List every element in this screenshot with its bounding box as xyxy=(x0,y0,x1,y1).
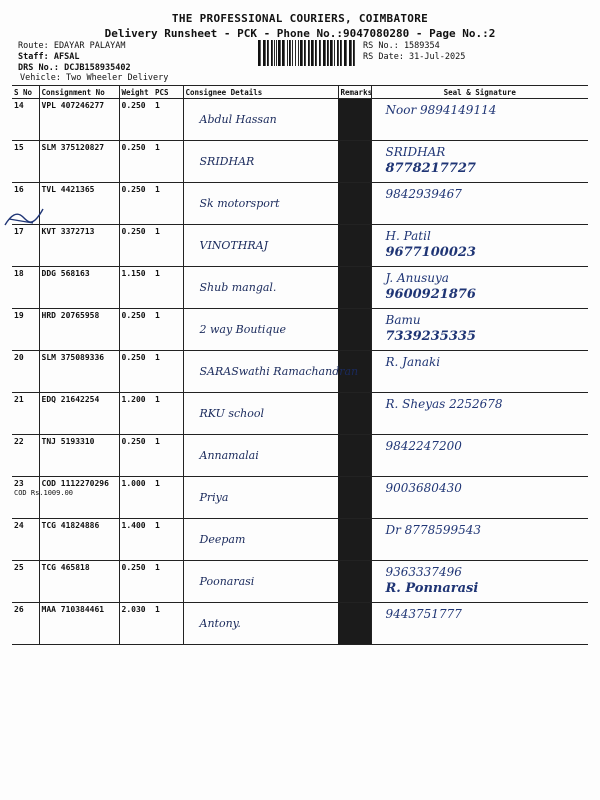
row-consignment-no: HRD 20765958 xyxy=(39,309,119,351)
row-signature-handwriting: 9003680430 xyxy=(385,481,462,495)
row-consignment-no: TNJ 5193310 xyxy=(39,435,119,477)
row-remarks xyxy=(338,141,371,183)
row-sno: 21 xyxy=(12,393,39,435)
col-header-signature: Seal & Signature xyxy=(371,86,588,99)
row-consignee-cell xyxy=(183,141,338,183)
col-header-sno: S No xyxy=(12,86,39,99)
col-header-remarks: Remarks xyxy=(338,86,371,99)
row-weight: 0.250 xyxy=(119,183,153,225)
table-row xyxy=(12,561,588,603)
table-row xyxy=(12,309,588,351)
table-row xyxy=(12,183,588,225)
row-consignee-cell xyxy=(183,561,338,603)
row-consignment-no: COD 1112270296 xyxy=(39,477,119,519)
row-weight: 0.250 xyxy=(119,225,153,267)
row-signature-handwriting-2: 9600921876 xyxy=(385,287,476,302)
row-weight: 0.250 xyxy=(119,141,153,183)
handwritten-mark xyxy=(3,205,45,231)
row-consignee-handwriting: Poonarasi xyxy=(199,575,255,588)
row-consignee-cell xyxy=(183,99,338,141)
table-row xyxy=(12,519,588,561)
row-signature-cell xyxy=(371,351,588,393)
cod-amount-note: COD Rs.1009.00 xyxy=(14,489,74,497)
row-sno: 19 xyxy=(12,309,39,351)
row-pcs: 1 xyxy=(153,141,183,183)
row-signature-handwriting-2: 8778217727 xyxy=(385,161,476,176)
row-weight: 0.250 xyxy=(119,351,153,393)
row-signature-cell xyxy=(371,225,588,267)
row-remarks xyxy=(338,183,371,225)
row-signature-handwriting: 9842939467 xyxy=(385,187,462,201)
row-consignee-handwriting: VINOTHRAJ xyxy=(199,239,268,252)
row-consignment-no: KVT 3372713 xyxy=(39,225,119,267)
row-signature-cell xyxy=(371,561,588,603)
row-remarks xyxy=(338,393,371,435)
row-pcs: 1 xyxy=(153,99,183,141)
row-consignment-no: SLM 375089336 xyxy=(39,351,119,393)
row-sno: 23 xyxy=(12,477,39,519)
col-header-consignee: Consignee Details xyxy=(183,86,338,99)
row-consignee-cell xyxy=(183,309,338,351)
staff-label: Staff: xyxy=(18,52,49,62)
row-signature-handwriting-2: 9677100023 xyxy=(385,245,476,260)
row-remarks xyxy=(338,519,371,561)
row-signature-handwriting: SRIDHAR xyxy=(385,145,446,159)
row-sno: 25 xyxy=(12,561,39,603)
row-sno: 24 xyxy=(12,519,39,561)
drs-line xyxy=(18,63,131,73)
rs-date: RS Date: 31-Jul-2025 xyxy=(363,52,466,62)
row-sno: 22 xyxy=(12,435,39,477)
row-remarks xyxy=(338,603,371,645)
row-pcs: 1 xyxy=(153,519,183,561)
row-signature-handwriting: J. Anusuya xyxy=(385,271,449,285)
row-signature-cell xyxy=(371,603,588,645)
row-consignment-no: TVL 4421365 xyxy=(39,183,119,225)
row-consignment-no: TCG 465818 xyxy=(39,561,119,603)
row-consignee-handwriting: Annamalai xyxy=(199,449,259,462)
row-weight: 1.150 xyxy=(119,267,153,309)
row-consignee-handwriting: Antony. xyxy=(199,617,241,630)
table-row xyxy=(12,141,588,183)
row-signature-handwriting: Noor 9894149114 xyxy=(385,103,497,117)
row-signature-handwriting: 9443751777 xyxy=(385,607,462,621)
row-signature-cell xyxy=(371,477,588,519)
route-text: Route: EDAYAR PALAYAM xyxy=(18,41,126,51)
row-consignment-no: SLM 375120827 xyxy=(39,141,119,183)
row-consignment-no: EDQ 21642254 xyxy=(39,393,119,435)
row-signature-handwriting: H. Patil xyxy=(385,229,431,243)
row-consignee-cell xyxy=(183,603,338,645)
row-consignee-handwriting: RKU school xyxy=(199,407,265,420)
row-sno: 15 xyxy=(12,141,39,183)
row-signature-cell xyxy=(371,435,588,477)
row-consignee-cell xyxy=(183,393,338,435)
row-weight: 0.250 xyxy=(119,435,153,477)
row-signature-cell xyxy=(371,183,588,225)
row-sno: 16 xyxy=(12,183,39,225)
drs-value: DCJB158935402 xyxy=(64,63,131,73)
row-weight: 0.250 xyxy=(119,99,153,141)
row-signature-cell xyxy=(371,267,588,309)
row-pcs: 1 xyxy=(153,351,183,393)
table-header-row xyxy=(12,86,588,99)
row-sno: 26 xyxy=(12,603,39,645)
table-row xyxy=(12,225,588,267)
row-weight: 0.250 xyxy=(119,309,153,351)
row-pcs: 1 xyxy=(153,183,183,225)
row-consignee-handwriting: SRIDHAR xyxy=(199,155,255,168)
row-signature-cell xyxy=(371,99,588,141)
staff-value: AFSAL xyxy=(53,52,80,62)
row-remarks xyxy=(338,477,371,519)
row-pcs: 1 xyxy=(153,225,183,267)
row-signature-handwriting: R. Sheyas 2252678 xyxy=(385,397,503,411)
row-pcs: 1 xyxy=(153,267,183,309)
table-row xyxy=(12,393,588,435)
row-pcs: 1 xyxy=(153,309,183,351)
row-weight: 1.200 xyxy=(119,393,153,435)
staff-line xyxy=(18,52,79,62)
row-weight: 0.250 xyxy=(119,561,153,603)
row-consignee-handwriting: Deepam xyxy=(199,533,246,546)
row-consignment-no: MAA 710384461 xyxy=(39,603,119,645)
row-consignee-cell xyxy=(183,351,359,393)
table-row xyxy=(12,267,588,309)
row-consignee-handwriting: Abdul Hassan xyxy=(199,113,277,126)
table-row xyxy=(12,99,588,141)
row-signature-cell xyxy=(371,141,588,183)
row-consignee-handwriting: SARASwathi Ramachandran xyxy=(199,365,359,378)
row-consignee-handwriting: 2 way Boutique xyxy=(199,323,287,336)
row-remarks xyxy=(338,267,371,309)
rs-no: RS No.: 1589354 xyxy=(363,41,440,51)
col-header-weight: Weight xyxy=(119,86,153,99)
row-remarks xyxy=(338,435,371,477)
row-sno: 18 xyxy=(12,267,39,309)
row-consignee-cell xyxy=(183,519,338,561)
barcode xyxy=(258,40,356,66)
row-pcs: 1 xyxy=(153,435,183,477)
row-signature-handwriting-2: 7339235335 xyxy=(385,329,476,344)
row-signature-handwriting: 9363337496 xyxy=(385,565,462,579)
col-header-consignment: Consignment No xyxy=(39,86,119,99)
row-sno: 14 xyxy=(12,99,39,141)
runsheet-table xyxy=(12,85,588,645)
vehicle-text: Vehicle: Two Wheeler Delivery xyxy=(20,73,169,83)
row-pcs: 1 xyxy=(153,393,183,435)
row-consignee-cell xyxy=(183,435,338,477)
row-signature-handwriting: 9842247200 xyxy=(385,439,462,453)
row-signature-handwriting: Bamu xyxy=(385,313,421,327)
row-sno: 17 xyxy=(12,225,39,267)
row-weight: 1.400 xyxy=(119,519,153,561)
row-consignee-cell xyxy=(183,477,338,519)
row-remarks xyxy=(338,561,371,603)
table-row xyxy=(12,603,588,645)
row-consignee-handwriting: Sk motorsport xyxy=(199,197,280,210)
table-row xyxy=(12,351,588,393)
runsheet-title: Delivery Runsheet - PCK - Phone No.:9047080280 - Page No.:2 xyxy=(104,27,496,40)
row-consignee-cell xyxy=(183,183,338,225)
row-signature-handwriting-2: R. Ponnarasi xyxy=(385,581,479,596)
row-consignment-no: TCG 41824886 xyxy=(39,519,119,561)
row-signature-cell xyxy=(371,309,588,351)
col-header-pcs: PCS xyxy=(153,86,183,99)
row-pcs: 1 xyxy=(153,561,183,603)
row-consignee-handwriting: Priya xyxy=(199,491,229,504)
table-row xyxy=(12,435,588,477)
row-remarks xyxy=(338,309,371,351)
row-remarks xyxy=(338,99,371,141)
row-pcs: 1 xyxy=(153,603,183,645)
table-row xyxy=(12,477,588,519)
row-consignment-no: VPL 407246277 xyxy=(39,99,119,141)
row-signature-handwriting: R. Janaki xyxy=(385,355,441,369)
row-signature-cell xyxy=(371,393,588,435)
row-remarks xyxy=(338,225,371,267)
row-weight: 2.030 xyxy=(119,603,153,645)
drs-label: DRS No.: xyxy=(18,63,59,73)
row-consignee-handwriting: Shub mangal. xyxy=(199,281,277,294)
row-signature-cell xyxy=(371,519,588,561)
row-sno: 20 xyxy=(12,351,39,393)
row-pcs: 1 xyxy=(153,477,183,519)
row-consignee-cell xyxy=(183,225,338,267)
company-title: THE PROFESSIONAL COURIERS, COIMBATORE xyxy=(171,12,429,25)
row-consignment-no: DDG 568163 xyxy=(39,267,119,309)
row-weight: 1.000 xyxy=(119,477,153,519)
row-signature-handwriting: Dr 8778599543 xyxy=(385,523,482,537)
row-consignee-cell xyxy=(183,267,338,309)
